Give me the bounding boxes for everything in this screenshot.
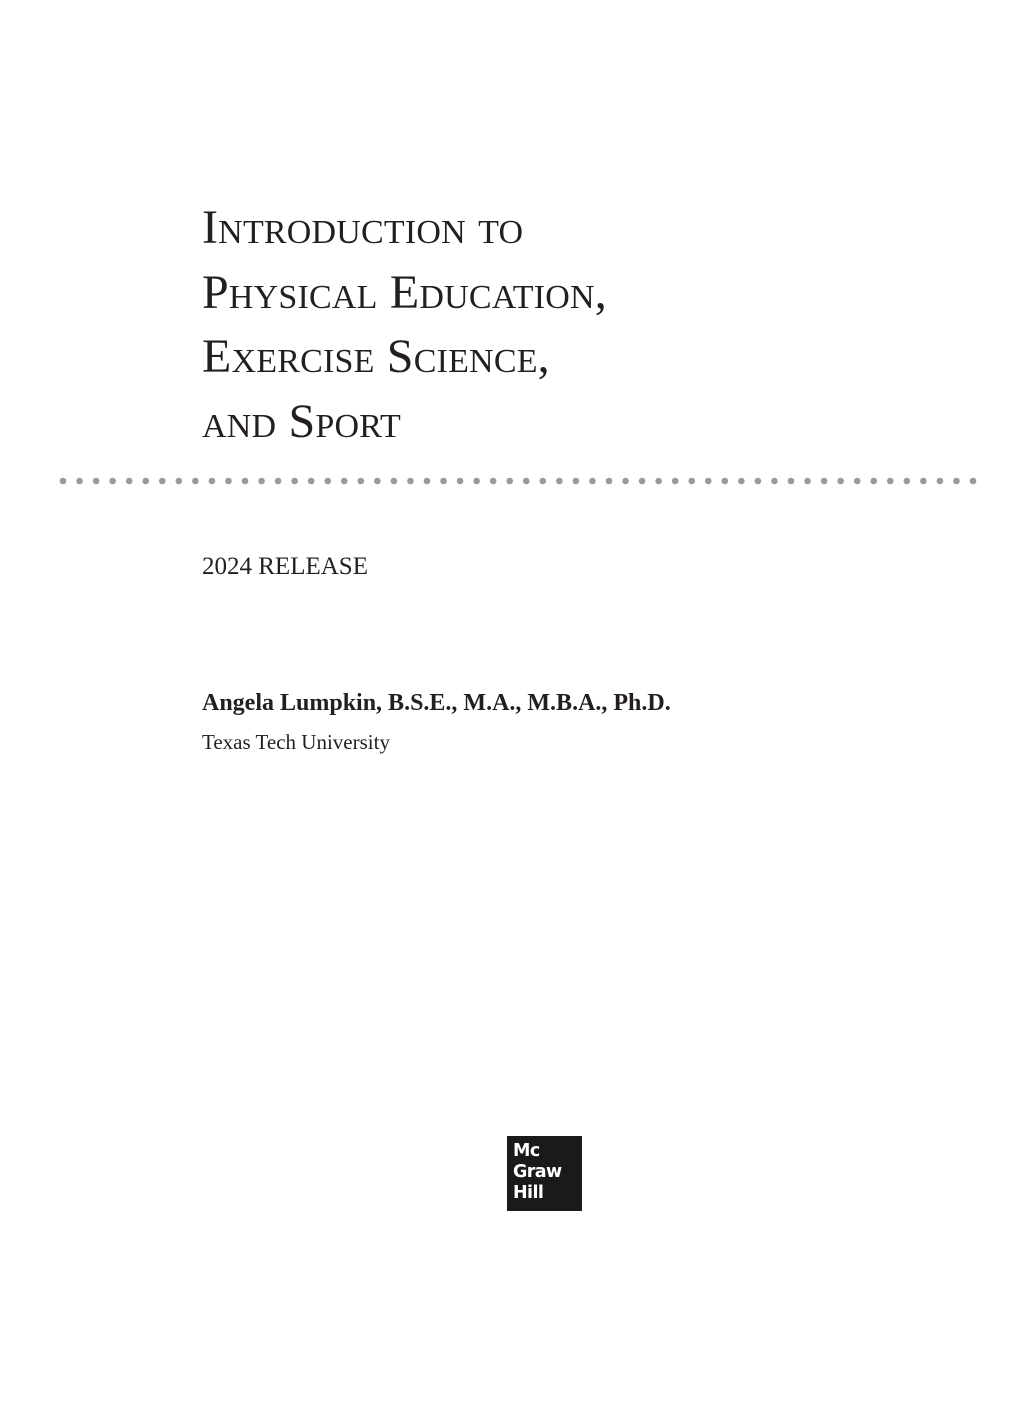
divider-dot — [457, 478, 464, 485]
divider-dot — [804, 478, 811, 485]
divider-dot — [60, 478, 67, 485]
divider-dot — [854, 478, 861, 485]
divider-dot — [722, 478, 729, 485]
divider-dot — [258, 478, 265, 485]
publisher-logo-text — [513, 1141, 562, 1204]
title-line-4: and Sport — [202, 394, 402, 448]
divider-dot — [672, 478, 679, 485]
divider-dot — [870, 478, 877, 485]
divider-dot — [225, 478, 232, 485]
divider-dot — [142, 478, 149, 485]
divider-dot — [391, 478, 398, 485]
divider-dot — [93, 478, 100, 485]
divider-dot — [358, 478, 365, 485]
dotted-divider — [58, 476, 978, 486]
divider-dot — [606, 478, 613, 485]
divider-dot — [490, 478, 497, 485]
divider-dot — [209, 478, 216, 485]
logo-line-3: Hill — [513, 1183, 544, 1203]
title-line-3: Exercise Science, — [202, 330, 550, 383]
author-name: Angela Lumpkin, B.S.E., M.A., M.B.A., Ph.D. — [202, 690, 671, 716]
divider-dot — [589, 478, 596, 485]
divider-dot — [374, 478, 381, 485]
divider-dot — [506, 478, 513, 485]
title-line-1: Introduction to — [202, 201, 524, 254]
divider-dot — [109, 478, 116, 485]
divider-dot — [523, 478, 530, 485]
divider-dot — [341, 478, 348, 485]
divider-dot — [953, 478, 960, 485]
divider-dot — [324, 478, 331, 485]
divider-dot — [176, 478, 183, 485]
divider-dot — [424, 478, 431, 485]
divider-dot — [705, 478, 712, 485]
divider-dot — [937, 478, 944, 485]
divider-dot — [540, 478, 547, 485]
divider-dot — [970, 478, 977, 485]
logo-line-1: Mc — [513, 1141, 540, 1161]
divider-dot — [473, 478, 480, 485]
divider-dot — [242, 478, 249, 485]
divider-dot — [904, 478, 911, 485]
divider-dot — [738, 478, 745, 485]
divider-dot — [556, 478, 563, 485]
logo-line-2: Graw — [513, 1162, 562, 1182]
edition-label: 2024 RELEASE — [202, 553, 368, 580]
divider-dot — [821, 478, 828, 485]
divider-dot — [407, 478, 414, 485]
divider-dot — [76, 478, 83, 485]
publisher-logo — [507, 1136, 582, 1211]
divider-dot — [159, 478, 166, 485]
divider-dot — [440, 478, 447, 485]
book-title — [202, 196, 982, 454]
divider-dot — [291, 478, 298, 485]
divider-dot — [126, 478, 133, 485]
divider-dot — [688, 478, 695, 485]
divider-dot — [920, 478, 927, 485]
divider-dot — [275, 478, 282, 485]
divider-dot — [837, 478, 844, 485]
divider-dot — [192, 478, 199, 485]
divider-dot — [771, 478, 778, 485]
divider-dot — [655, 478, 662, 485]
author-affiliation: Texas Tech University — [202, 730, 390, 754]
divider-dot — [622, 478, 629, 485]
divider-dot — [639, 478, 646, 485]
divider-dot — [573, 478, 580, 485]
divider-dot — [788, 478, 795, 485]
divider-dot — [755, 478, 762, 485]
divider-dot — [887, 478, 894, 485]
divider-dot — [308, 478, 315, 485]
title-line-2: Physical Education, — [202, 265, 607, 319]
